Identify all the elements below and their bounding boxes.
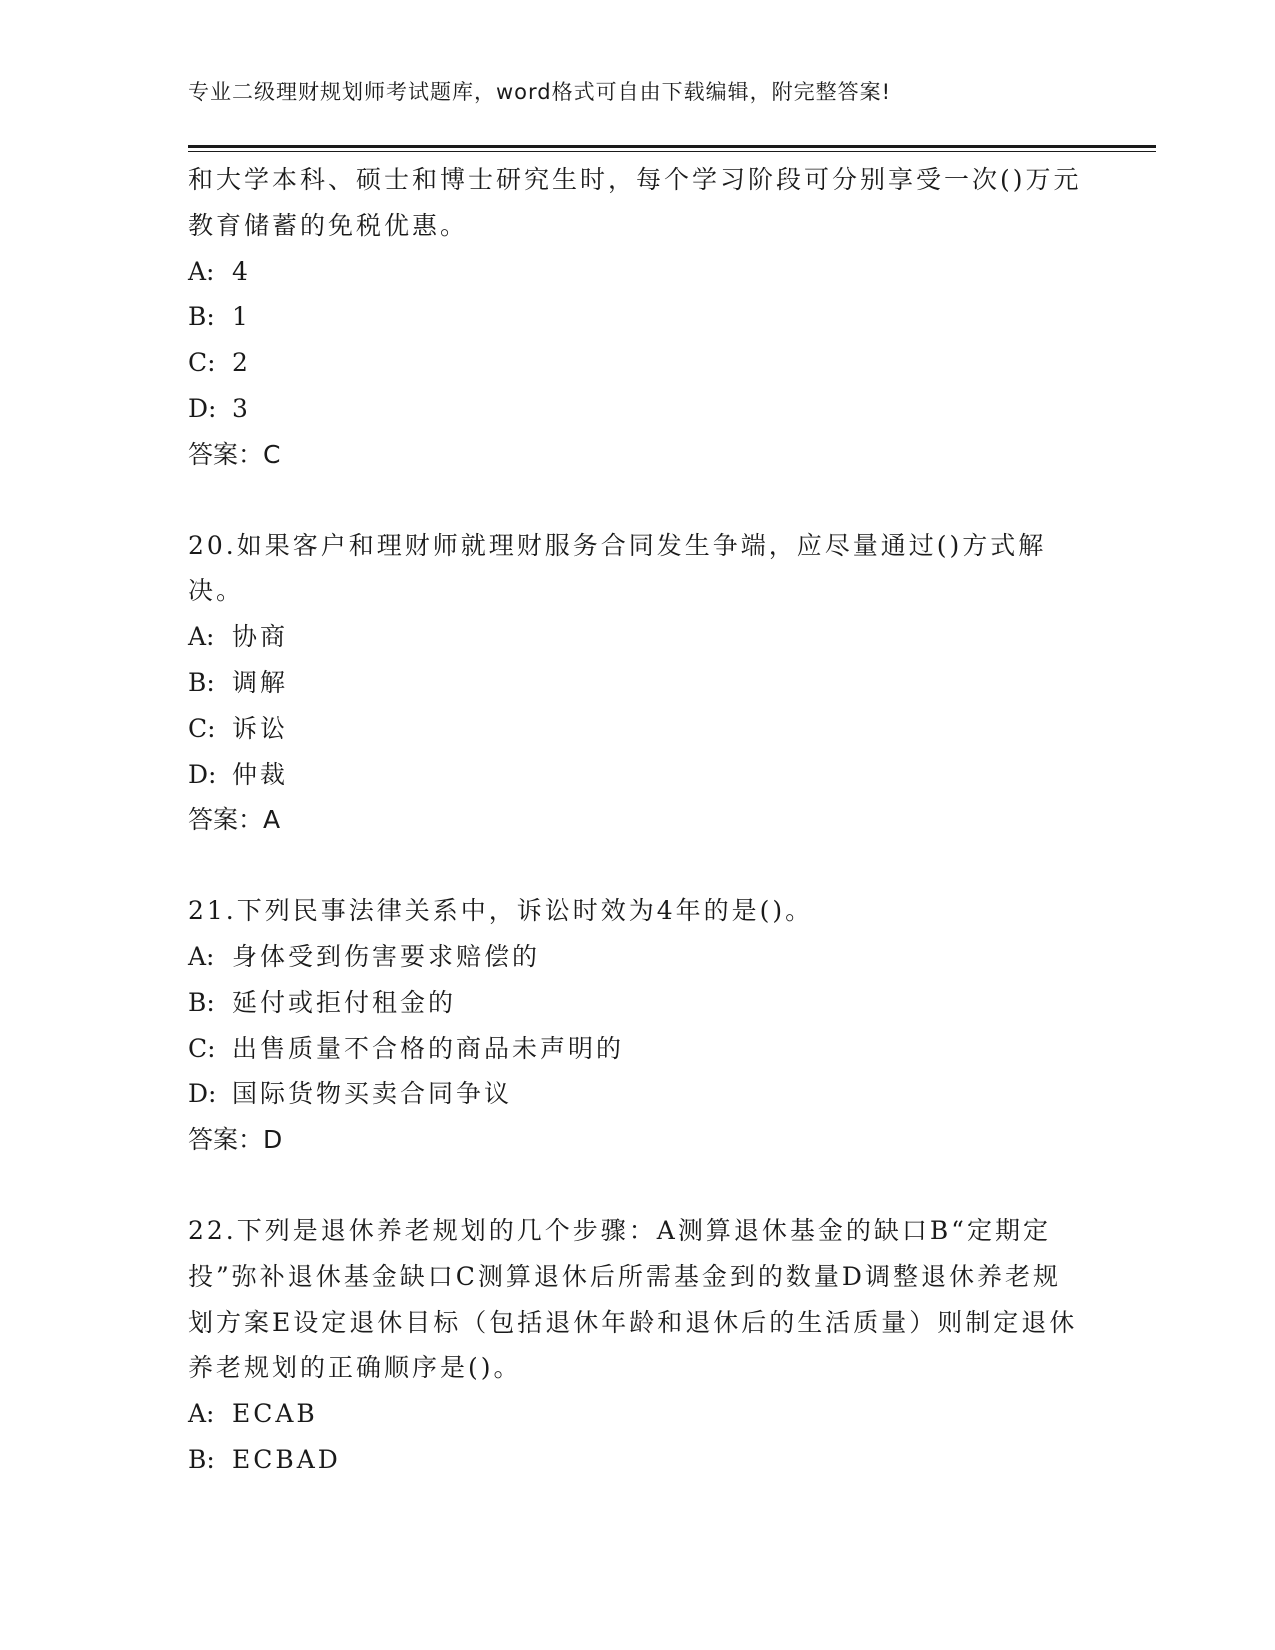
option-text: ECBAD [232, 1444, 341, 1474]
spacer [188, 843, 1088, 888]
option-label: D: [188, 759, 217, 789]
option-text: 调解 [232, 667, 289, 697]
option-text: 4 [232, 256, 251, 286]
option-label: A: [188, 622, 215, 652]
option-text: 2 [232, 348, 251, 378]
header-rule [188, 145, 1156, 148]
question-20 [188, 523, 1088, 844]
option-b[interactable] [188, 660, 1088, 706]
option-text: 身体受到伤害要求赔偿的 [232, 941, 541, 971]
option-label: C: [188, 713, 216, 743]
question-22 [188, 1208, 1088, 1483]
option-label: B: [188, 987, 215, 1017]
question-text: 20.如果客户和理财师就理财服务合同发生争端，应尽量通过()方式解决。 [188, 530, 1047, 606]
question-list [188, 157, 1088, 1483]
option-text: ECAB [232, 1399, 318, 1429]
option-d[interactable] [188, 386, 1088, 432]
option-a[interactable] [188, 249, 1088, 295]
option-text: 仲裁 [232, 759, 289, 789]
option-label: C: [188, 348, 216, 378]
option-text: 1 [232, 302, 251, 332]
question-text: 22.下列是退休养老规划的几个步骤：A测算退休基金的缺口B“定期定投”弥补退休基金缺口C测算退休后所需基金到的数量D调整退休养老规划方案E设定退休目标（包括退休年龄和退休后的生活质量）则制定退休养老规划的正确顺序是()。 [188, 1215, 1078, 1383]
option-text: 延付或拒付租金的 [232, 987, 457, 1017]
option-label: D: [188, 393, 217, 423]
spacer [188, 478, 1088, 523]
header-rule-thin [188, 151, 1156, 152]
option-text: 3 [232, 393, 251, 423]
option-label: D: [188, 1079, 217, 1109]
question-text: 21.下列民事法律关系中，诉讼时效为4年的是()。 [188, 896, 814, 926]
option-b[interactable] [188, 980, 1088, 1026]
option-text: 协商 [232, 622, 289, 652]
option-a[interactable] [188, 614, 1088, 660]
option-a[interactable] [188, 934, 1088, 980]
option-text: 国际货物买卖合同争议 [232, 1079, 513, 1109]
option-c[interactable] [188, 340, 1088, 386]
spacer [188, 1163, 1088, 1208]
option-c[interactable] [188, 706, 1088, 752]
question-19 [188, 157, 1088, 478]
option-label: C: [188, 1033, 216, 1063]
answer: 答案：D [188, 1125, 283, 1155]
page-header: 专业二级理财规划师考试题库，word格式可自由下载编辑，附完整答案! [188, 80, 892, 104]
option-c[interactable] [188, 1026, 1088, 1072]
question-21 [188, 888, 1088, 1163]
option-label: B: [188, 302, 215, 332]
option-d[interactable] [188, 1071, 1088, 1117]
answer: 答案：A [188, 805, 281, 835]
option-b[interactable] [188, 294, 1088, 340]
question-text: 和大学本科、硕士和博士研究生时，每个学习阶段可分别享受一次()万元教育储蓄的免税优惠。 [188, 165, 1082, 240]
answer: 答案：C [188, 439, 281, 469]
option-b[interactable] [188, 1437, 1088, 1483]
option-label: A: [188, 941, 215, 971]
option-text: 诉讼 [232, 713, 289, 743]
option-d[interactable] [188, 752, 1088, 798]
option-a[interactable] [188, 1391, 1088, 1437]
option-text: 出售质量不合格的商品未声明的 [232, 1033, 625, 1063]
option-label: A: [188, 1399, 215, 1429]
option-label: A: [188, 256, 215, 286]
option-label: B: [188, 667, 215, 697]
option-label: B: [188, 1444, 215, 1474]
